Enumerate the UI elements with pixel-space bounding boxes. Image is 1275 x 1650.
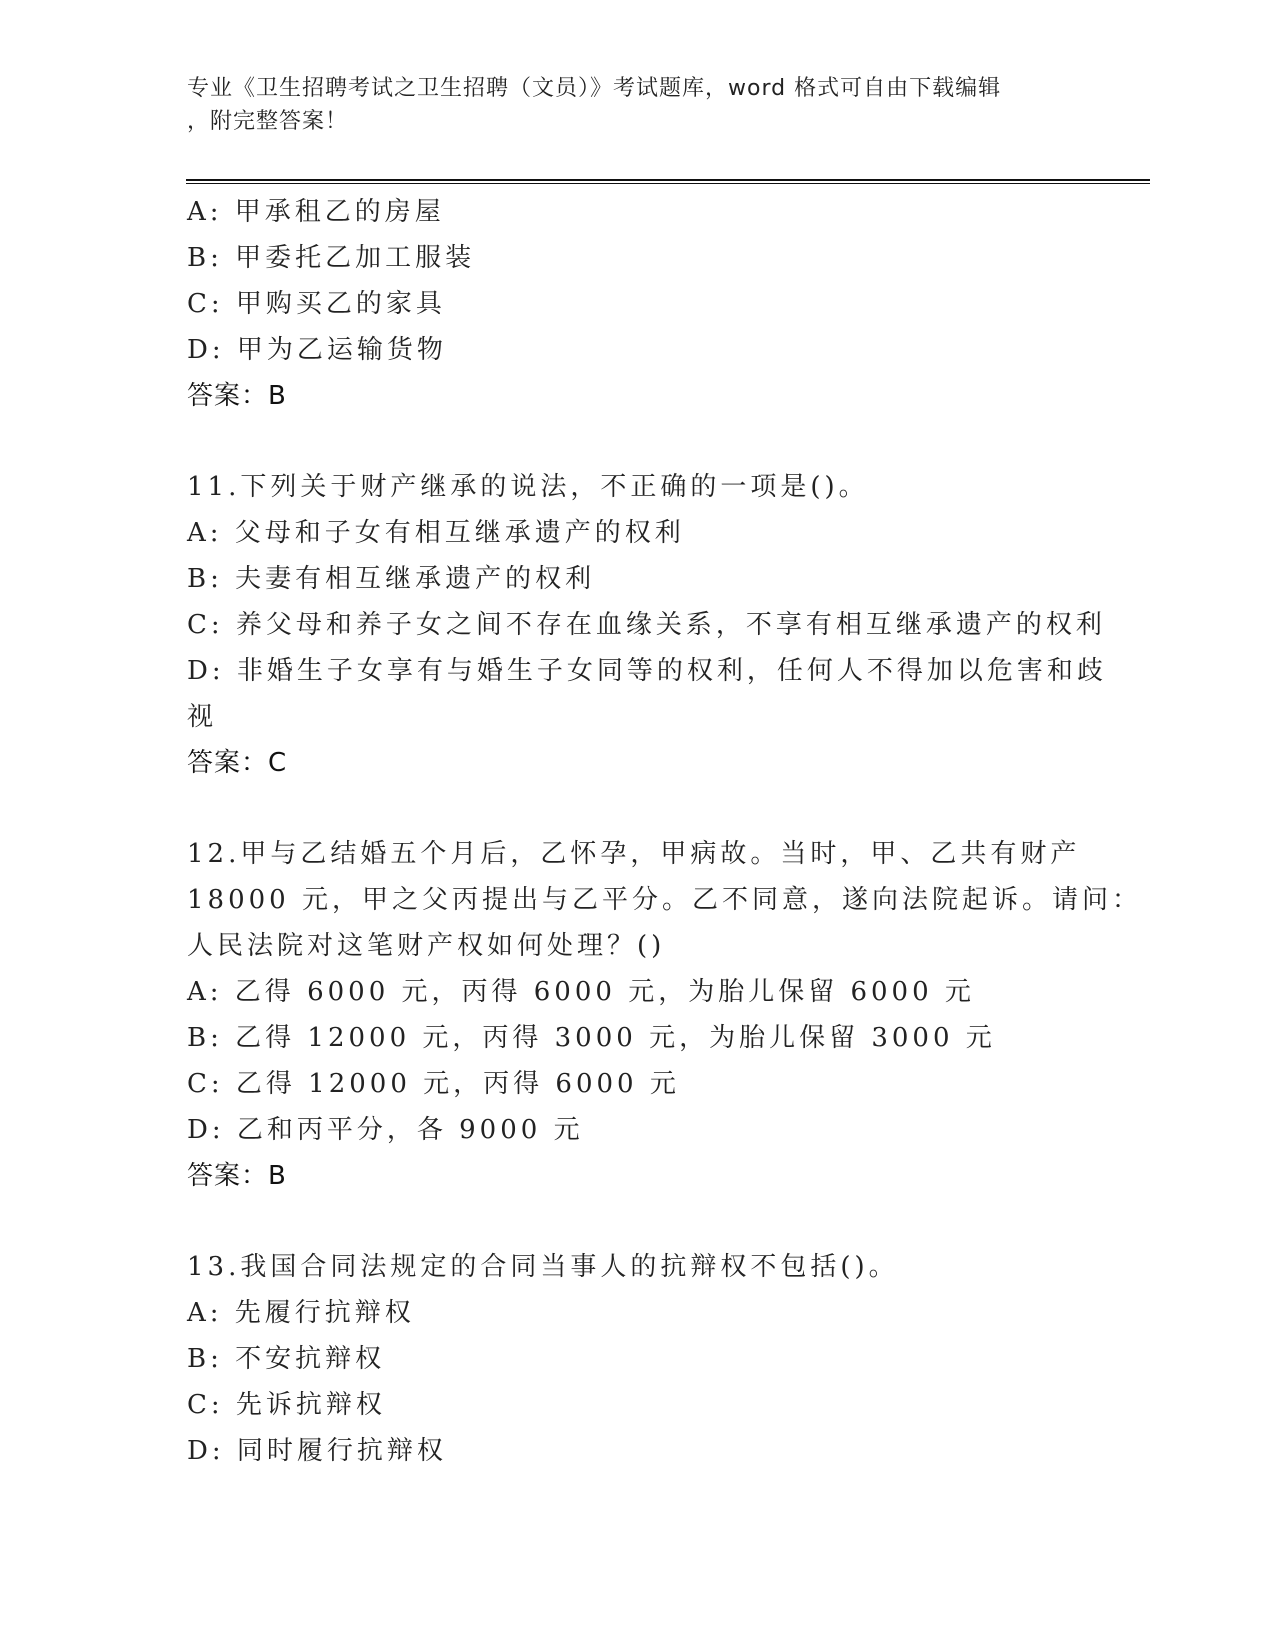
q11-option-d: D: 非婚生子女享有与婚生子女同等的权利，任何人不得加以危害和歧	[187, 656, 1107, 686]
question-12	[187, 831, 1142, 1199]
header-line-2: ，附完整答案！	[187, 109, 349, 134]
spacer	[187, 419, 1087, 464]
q11-option-b: B: 夫妻有相互继承遗产的权利	[187, 564, 596, 594]
q13-stem: 13.我国合同法规定的合同当事人的抗辩权不包括()。	[187, 1252, 899, 1282]
header-rule-thick	[186, 179, 1150, 181]
q10-option-c: C: 甲购买乙的家具	[187, 289, 446, 319]
q10-option-d: D: 甲为乙运输货物	[187, 335, 447, 365]
q12-stem-line-3: 人民法院对这笔财产权如何处理？()	[187, 931, 666, 961]
q11-option-a: A: 父母和子女有相互继承遗产的权利	[187, 518, 685, 548]
q12-option-b: B: 乙得 12000 元，丙得 3000 元，为胎儿保留 3000 元	[187, 1023, 996, 1053]
q11-option-c: C: 养父母和养子女之间不存在血缘关系，不享有相互继承遗产的权利	[187, 610, 1106, 640]
q11-stem: 11.下列关于财产继承的说法，不正确的一项是()。	[187, 472, 869, 502]
q12-option-a: A: 乙得 6000 元，丙得 6000 元，为胎儿保留 6000 元	[187, 977, 975, 1007]
q10-option-b: B: 甲委托乙加工服装	[187, 243, 476, 273]
spacer	[187, 786, 1087, 831]
q12-option-c: C: 乙得 12000 元，丙得 6000 元	[187, 1069, 680, 1099]
q12-stem-line-1: 12.甲与乙结婚五个月后，乙怀孕，甲病故。当时，甲、乙共有财产	[187, 839, 1081, 869]
q13-option-b: B: 不安抗辩权	[187, 1344, 386, 1374]
q10-option-a: A: 甲承租乙的房屋	[187, 197, 445, 227]
q11-answer: 答案：C	[187, 748, 288, 778]
header-line-1: 专业《卫生招聘考试之卫生招聘（文员）》考试题库，word 格式可自由下载编辑	[187, 76, 1002, 101]
q12-answer: 答案：B	[187, 1161, 287, 1191]
q12-option-d: D: 乙和丙平分，各 9000 元	[187, 1115, 584, 1145]
page-header	[187, 72, 1067, 138]
question-10	[187, 189, 1087, 419]
question-13	[187, 1244, 1087, 1474]
question-11	[187, 464, 1107, 786]
q13-option-c: C: 先诉抗辩权	[187, 1390, 386, 1420]
q13-option-d: D: 同时履行抗辩权	[187, 1436, 447, 1466]
q12-stem-line-2: 18000 元，甲之父丙提出与乙平分。乙不同意，遂向法院起诉。请问：	[187, 885, 1142, 915]
q10-answer: 答案：B	[187, 381, 287, 411]
header-rule-thin	[186, 183, 1150, 184]
q11-option-d-cont: 视	[187, 702, 218, 732]
q13-option-a: A: 先履行抗辩权	[187, 1298, 415, 1328]
question-list	[187, 189, 1142, 1474]
spacer	[187, 1199, 1087, 1244]
